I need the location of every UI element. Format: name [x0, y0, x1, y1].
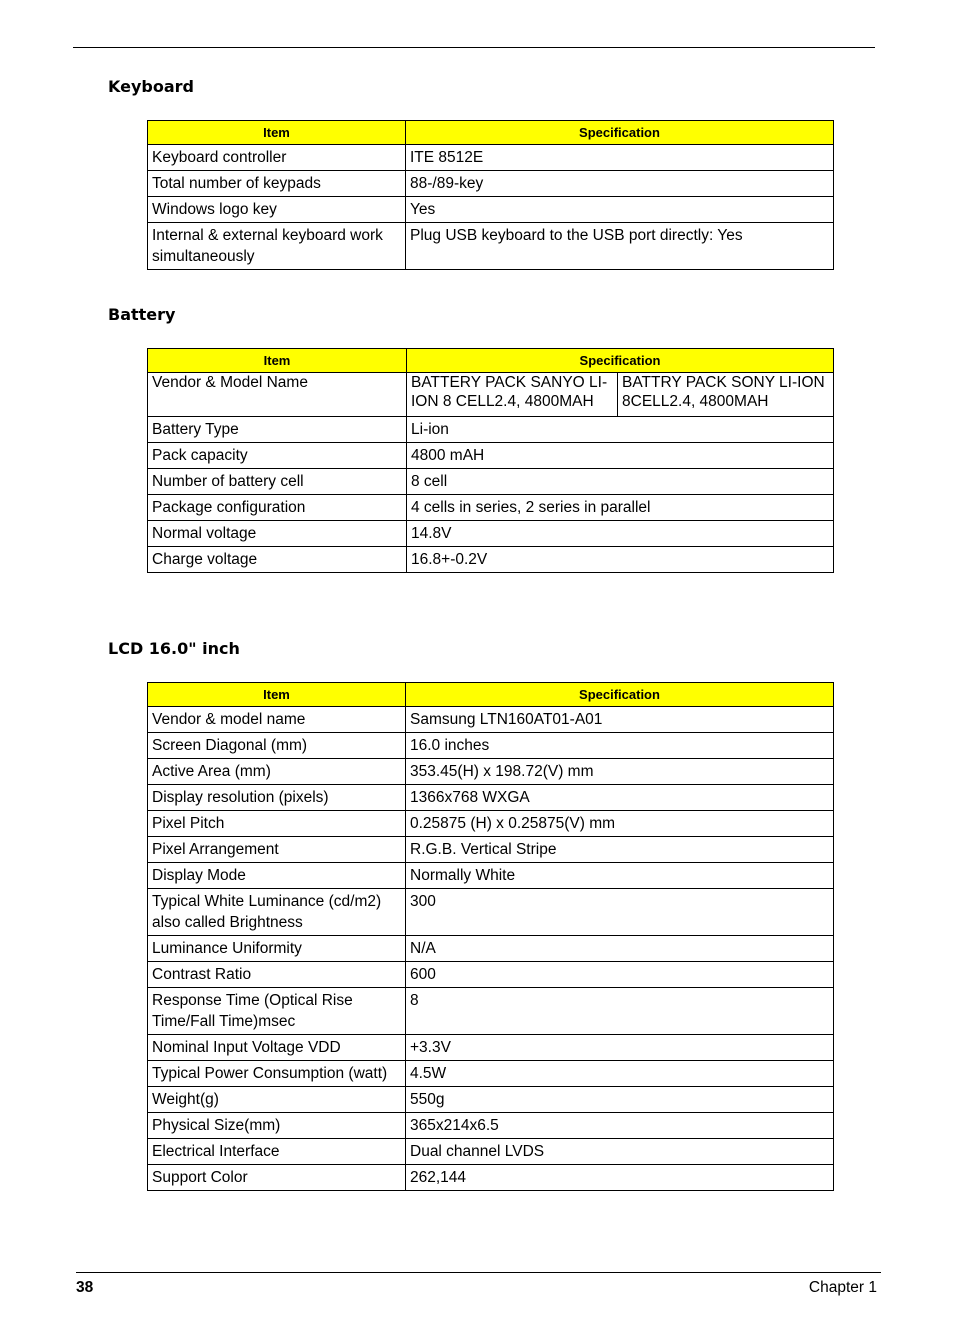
cell-spec: N/A [406, 936, 834, 962]
cell-item: Vendor & Model Name [148, 373, 407, 417]
table-row [148, 443, 834, 469]
cell-spec: 16.0 inches [406, 733, 834, 759]
cell-item: Keyboard controller [148, 145, 406, 171]
cell-item: Response Time (Optical Rise Time/Fall Time)msec [148, 988, 406, 1035]
cell-item: Screen Diagonal (mm) [148, 733, 406, 759]
cell-spec: 1366x768 WXGA [406, 785, 834, 811]
cell-spec: +3.3V [406, 1035, 834, 1061]
cell-spec: 353.45(H) x 198.72(V) mm [406, 759, 834, 785]
header-item: Item [148, 121, 406, 145]
cell-spec: 16.8+-0.2V [407, 547, 834, 573]
cell-item: Display Mode [148, 863, 406, 889]
cell-spec: ITE 8512E [406, 145, 834, 171]
cell-spec: 14.8V [407, 521, 834, 547]
cell-spec: R.G.B. Vertical Stripe [406, 837, 834, 863]
table-row [148, 171, 834, 197]
table-row [148, 837, 834, 863]
table-row [148, 863, 834, 889]
battery-title: Battery [108, 305, 176, 324]
cell-item: Battery Type [148, 417, 407, 443]
table-row [148, 145, 834, 171]
header-spec: Specification [406, 683, 834, 707]
cell-item: Internal & external keyboard work simultaneously [148, 223, 406, 270]
table-row [148, 1087, 834, 1113]
cell-spec: Samsung LTN160AT01-A01 [406, 707, 834, 733]
cell-item: Package configuration [148, 495, 407, 521]
cell-spec: Plug USB keyboard to the USB port directly: Yes [406, 223, 834, 270]
cell-item: Pixel Pitch [148, 811, 406, 837]
cell-spec: 88-/89-key [406, 171, 834, 197]
chapter-label: Chapter 1 [808, 1279, 877, 1296]
keyboard-title: Keyboard [108, 77, 194, 96]
cell-spec: Dual channel LVDS [406, 1139, 834, 1165]
cell-item: Normal voltage [148, 521, 407, 547]
cell-spec: 300 [406, 889, 834, 936]
cell-item: Total number of keypads [148, 171, 406, 197]
table-header-row [148, 683, 834, 707]
keyboard-table [147, 120, 834, 270]
cell-item: Typical Power Consumption (watt) [148, 1061, 406, 1087]
cell-item: Luminance Uniformity [148, 936, 406, 962]
battery-table [147, 348, 834, 573]
table-row [148, 962, 834, 988]
table-row [148, 707, 834, 733]
table-row [148, 1139, 834, 1165]
table-row [148, 785, 834, 811]
table-row [148, 197, 834, 223]
cell-spec-sanyo: BATTERY PACK SANYO LI-ION 8 CELL2.4, 4800MAH [407, 373, 618, 417]
cell-item: Display resolution (pixels) [148, 785, 406, 811]
table-row [148, 811, 834, 837]
top-rule [73, 47, 875, 48]
table-row [148, 469, 834, 495]
cell-spec: 600 [406, 962, 834, 988]
table-row [148, 889, 834, 936]
lcd-table [147, 682, 834, 1191]
cell-item: Pixel Arrangement [148, 837, 406, 863]
cell-item: Number of battery cell [148, 469, 407, 495]
cell-item: Active Area (mm) [148, 759, 406, 785]
cell-spec: 8 [406, 988, 834, 1035]
cell-item: Contrast Ratio [148, 962, 406, 988]
table-row [148, 988, 834, 1035]
cell-spec: 8 cell [407, 469, 834, 495]
cell-spec: 0.25875 (H) x 0.25875(V) mm [406, 811, 834, 837]
cell-item: Charge voltage [148, 547, 407, 573]
cell-item: Weight(g) [148, 1087, 406, 1113]
cell-spec: 4 cells in series, 2 series in parallel [407, 495, 834, 521]
table-row [148, 373, 834, 417]
table-header-row [148, 349, 834, 373]
table-row [148, 521, 834, 547]
header-item: Item [148, 349, 407, 373]
table-row [148, 1035, 834, 1061]
table-row [148, 223, 834, 270]
cell-item: Windows logo key [148, 197, 406, 223]
table-row [148, 495, 834, 521]
table-row [148, 759, 834, 785]
cell-item: Physical Size(mm) [148, 1113, 406, 1139]
page-number: 38 [76, 1279, 94, 1296]
table-row [148, 547, 834, 573]
lcd-title: LCD 16.0" inch [108, 639, 240, 658]
cell-spec: 4800 mAH [407, 443, 834, 469]
cell-item: Nominal Input Voltage VDD [148, 1035, 406, 1061]
header-spec: Specification [407, 349, 834, 373]
cell-spec: Li-ion [407, 417, 834, 443]
table-row [148, 1113, 834, 1139]
table-row [148, 1061, 834, 1087]
cell-spec: 4.5W [406, 1061, 834, 1087]
cell-spec: 262,144 [406, 1165, 834, 1191]
cell-spec: Yes [406, 197, 834, 223]
table-row [148, 417, 834, 443]
bottom-rule [76, 1272, 881, 1273]
cell-spec: 550g [406, 1087, 834, 1113]
header-item: Item [148, 683, 406, 707]
cell-spec: 365x214x6.5 [406, 1113, 834, 1139]
cell-item: Support Color [148, 1165, 406, 1191]
table-row [148, 1165, 834, 1191]
cell-item: Electrical Interface [148, 1139, 406, 1165]
cell-spec-sony: BATTRY PACK SONY LI-ION 8CELL2.4, 4800MAH [618, 373, 834, 417]
cell-item: Pack capacity [148, 443, 407, 469]
table-row [148, 733, 834, 759]
header-spec: Specification [406, 121, 834, 145]
cell-item: Typical White Luminance (cd/m2) also called Brightness [148, 889, 406, 936]
table-header-row [148, 121, 834, 145]
cell-item: Vendor & model name [148, 707, 406, 733]
table-row [148, 936, 834, 962]
cell-spec: Normally White [406, 863, 834, 889]
